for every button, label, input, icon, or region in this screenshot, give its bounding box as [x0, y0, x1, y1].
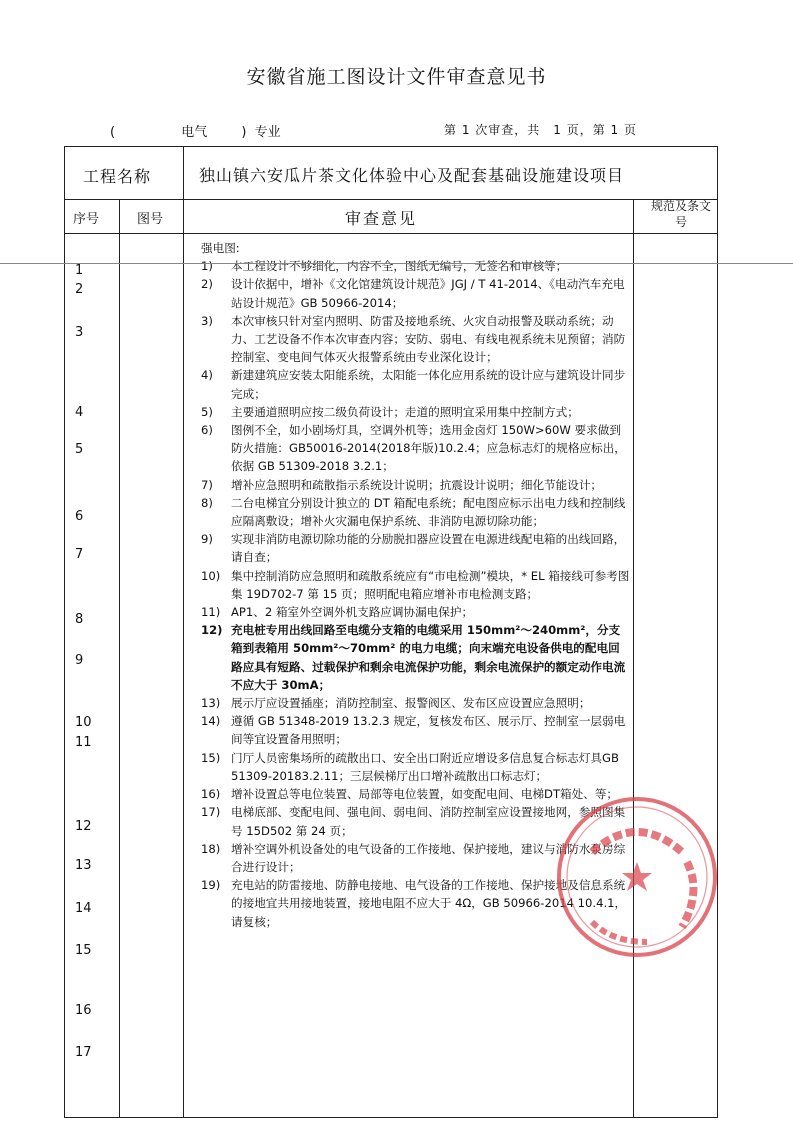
item-text: 遵循 GB 51348-2019 13.2.3 规定，复核发布区、展示厅、控制室一层弱电间等宜设置备用照明； [231, 714, 626, 747]
item-number: 18) [201, 841, 221, 856]
row-number: 16 [75, 1003, 92, 1018]
row-number: 4 [75, 405, 84, 420]
item-text: 电梯底部、变配电间、强电间、弱电间、消防控制室应设置接地网，参照图集号 15D502 第 24 页； [231, 805, 626, 838]
row-number: 15 [75, 943, 92, 958]
discipline-suffix: 专业 [254, 125, 281, 140]
list-item [201, 421, 631, 476]
row-number: 13 [75, 858, 92, 873]
item-number: 11) [201, 605, 221, 620]
row-number: 14 [75, 901, 92, 916]
item-number: 10) [201, 568, 221, 583]
row-number: 10 [75, 715, 92, 730]
review-seal-stamp [552, 792, 722, 962]
item-number: 5) [201, 404, 213, 419]
row-divider [65, 233, 717, 234]
row-number: 3 [75, 325, 84, 340]
item-text: 本工程设计不够细化，内容不全，图纸无编号，无签名和审核等； [231, 259, 568, 274]
item-number: 14) [201, 714, 221, 729]
row-number: 5 [75, 442, 84, 457]
item-number: 16) [201, 787, 221, 802]
item-number: 3) [201, 313, 213, 328]
row-number: 2 [75, 282, 84, 297]
project-divider [183, 147, 184, 200]
row-number: 8 [75, 612, 84, 627]
item-text: 图例不全，如小剧场灯具，空调外机等；选用金卤灯 150W>60W 要求做到防火措施：GB50016-2014(2018年版)10.2.4；应急标志灯的规格应标出，依据 GB 51309-2018 3.2.1； [231, 423, 626, 474]
item-number: 13) [201, 696, 221, 711]
row-number: 17 [75, 1045, 92, 1060]
list-item [201, 275, 631, 311]
project-name: 独山镇六安瓜片茶文化体验中心及配套基础设施建设项目 [199, 166, 625, 185]
item-text: 实现非消防电源切除功能的分励脱扣器应设置在电源进线配电箱的出线回路，请自查； [231, 532, 626, 565]
item-number: 1) [201, 259, 213, 274]
list-item [201, 257, 631, 275]
item-number: 7) [201, 477, 213, 492]
item-text: 设计依据中，增补《文化馆建筑设计规范》JGJ / T 41-2014、《电动汽车充电站设计规范》GB 50966-2014； [231, 277, 625, 310]
row-number: 12 [75, 819, 92, 834]
document-title: 安徽省施工图设计文件审查意见书 [246, 66, 547, 88]
section-heading: 强电图: [201, 241, 240, 255]
item-number: 19) [201, 878, 221, 893]
item-number: 12) [201, 623, 223, 638]
row-divider [65, 199, 717, 200]
item-text: 本次审核只针对室内照明、防雷及接地系统、火灾自动报警及联动系统；动力、工艺设备不作本次审查内容；安防、弱电、有线电视系统未见预留；消防控制室、变电间气体灭火报警系统由专业深化设计； [231, 313, 626, 365]
row-number: 1 [75, 263, 84, 278]
scan-artifact-line [0, 263, 793, 264]
item-text: 集中控制消防应急照明和疏散系统应有“市电检测”模块，* EL 箱接线可参考图集 19D702-7 第 15 页；照明配电箱应增补市电检测支路； [231, 568, 630, 601]
header-figure: 图号 [137, 212, 164, 227]
item-text: 增补应急照明和疏散指示系统设计说明；抗震设计说明；细化节能设计； [231, 477, 603, 492]
review-info: 第 1 次审查，共 1 页，第 1 页 [444, 123, 637, 137]
discipline-close-paren: ) [241, 125, 247, 140]
item-text: 充电桩专用出线回路至电缆分支箱的电缆采用 150mm²～240mm²，分支箱到表箱用 50mm²～70mm² 的电力电缆；向末端充电设备供电的配电回路应具有短路、过载保护和剩余电流保护功能，剩余电流保护的额定动作电流不应大于 30mA； [231, 623, 626, 692]
list-item [201, 603, 631, 621]
list-item [201, 567, 631, 603]
discipline-open-paren: ( [110, 125, 116, 140]
list-item [201, 366, 631, 402]
seal-star-icon [622, 862, 652, 891]
discipline-line [110, 121, 281, 140]
project-label: 工程名称 [83, 167, 152, 186]
list-item [201, 312, 631, 367]
item-number: 17) [201, 805, 221, 820]
item-text: 主要通道照明应按二级负荷设计；走道的照明宜采用集中控制方式； [231, 404, 579, 419]
list-item [201, 530, 631, 566]
row-number: 6 [75, 509, 84, 524]
header-opinion: 审查意见 [345, 209, 418, 228]
list-item [201, 749, 631, 785]
item-text: 增补设置总等电位装置、局部等电位装置，如变配电间、电梯DT箱处、等； [231, 787, 619, 802]
list-item [201, 403, 631, 421]
list-item [201, 476, 631, 494]
item-number: 2) [201, 277, 213, 292]
item-text: 二台电梯宜分别设计独立的 DT 箱配电系统；配电图应标示出电力线和控制线应隔离敷设；增补火灾漏电保护系统、非消防电源切除功能； [231, 495, 626, 529]
list-item [201, 621, 631, 694]
item-text: 门厅人员密集场所的疏散出口、安全出口附近应增设多信息复合标志灯具GB 51309-20183.2.11；三层候梯厅出口增补疏散出口标志灯； [231, 750, 619, 783]
item-text: 充电站的防雷接地、防静电接地、电气设备的工作接地、保护接地及信息系统的接地宜共用接地装置，接地电阻不应大于 4Ω，GB 50966-2014 10.4.1，请复核； [231, 878, 627, 929]
row-number: 9 [75, 653, 84, 668]
item-number: 8) [201, 495, 213, 510]
list-item [201, 494, 631, 530]
item-text: AP1、2 箱室外空调外机支路应调协漏电保护； [231, 605, 474, 620]
header-seq: 序号 [73, 212, 100, 227]
item-text: 增补空调外机设备处的电气设备的工作接地、保护接地，建议与消防水泵房综合进行设计； [231, 841, 626, 874]
item-text: 展示厅应设置插座；消防控制室、报警阀区、发布区应设置应急照明； [231, 696, 591, 711]
column-divider [183, 200, 184, 1117]
column-divider [119, 200, 120, 1117]
item-number: 4) [201, 368, 213, 383]
header-reference: 规范及条文号 [650, 199, 711, 229]
row-number: 7 [75, 547, 84, 562]
discipline-name: 电气 [181, 125, 208, 140]
item-text: 新建建筑应安装太阳能系统，太阳能一体化应用系统的设计应与建筑设计同步完成； [231, 368, 626, 401]
review-table [64, 146, 718, 1118]
row-number: 11 [75, 735, 92, 750]
list-item [201, 712, 631, 748]
item-number: 6) [201, 423, 213, 438]
item-number: 9) [201, 532, 213, 547]
column-divider [633, 200, 634, 1117]
list-item [201, 694, 631, 712]
item-number: 15) [201, 750, 221, 765]
